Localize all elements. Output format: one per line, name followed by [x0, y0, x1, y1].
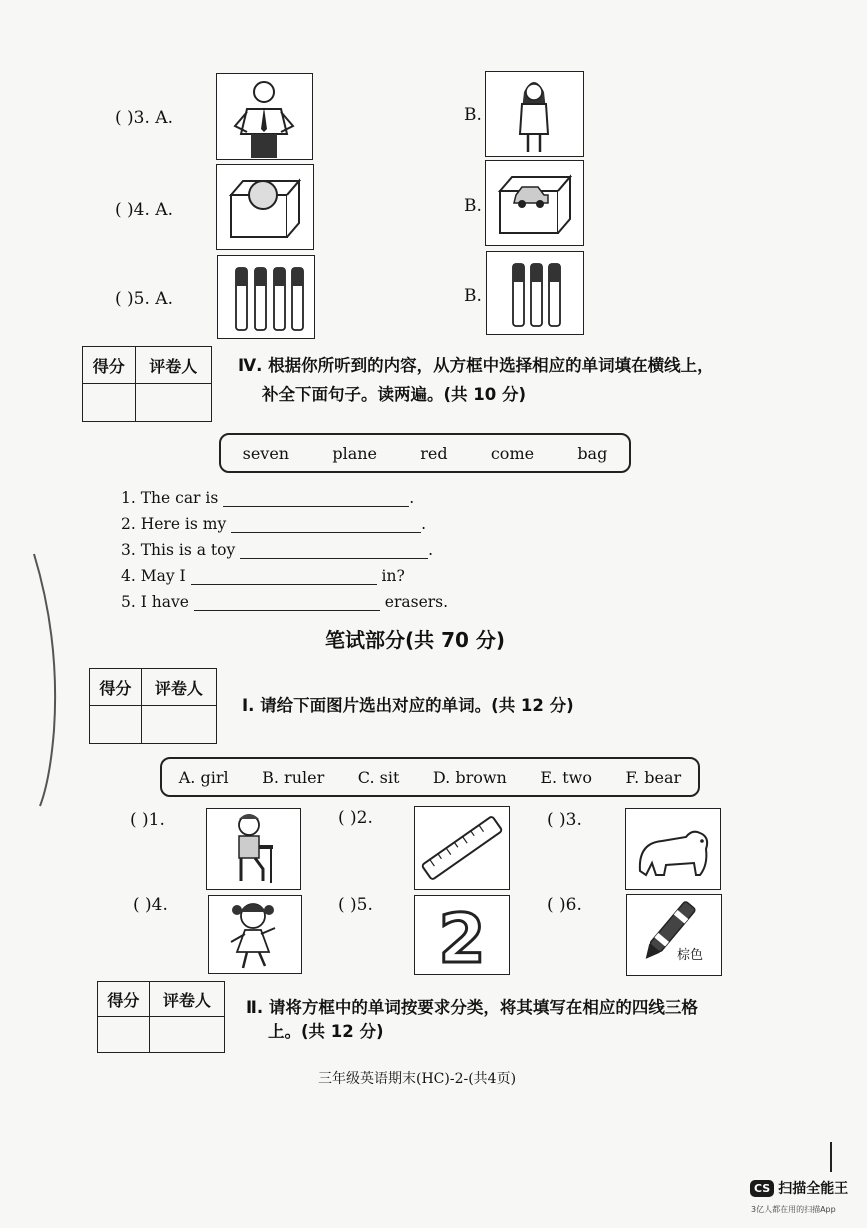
sentence-text: 4. May I — [121, 567, 186, 585]
option-item: A. girl — [178, 767, 229, 787]
crayon-color-label: 棕色 — [677, 948, 704, 963]
option-item: D. brown — [432, 767, 507, 787]
section-4-instruction-line2: 补全下面句子。读两遍。(共 10 分) — [262, 385, 527, 404]
grader-label: 评卷人 — [149, 982, 224, 1017]
section-2-instruction-line1: Ⅱ. 请将方框中的单词按要求分类，将其填写在相应的四线三格 — [246, 998, 698, 1017]
sentence-end: . — [409, 489, 415, 507]
picture-question-6: ( )6. — [547, 895, 582, 915]
word-bank-item: red — [420, 443, 448, 463]
bear-picture — [625, 808, 721, 890]
score-table — [97, 981, 225, 1053]
question-5-label: ( )5. A. — [115, 289, 173, 309]
score-table — [82, 346, 212, 422]
fill-sentence-3 — [121, 541, 433, 559]
word-bank-box — [219, 433, 631, 473]
question-5-option-b: B. — [464, 286, 482, 306]
ball-in-box-picture — [216, 164, 314, 250]
question-4-option-b: B. — [464, 196, 482, 216]
picture-question-5: ( )5. — [338, 895, 373, 915]
grader-label: 评卷人 — [141, 669, 216, 706]
sentence-text: 5. I have — [121, 593, 189, 611]
cs-logo-icon: CS — [750, 1180, 774, 1197]
svg-text:2: 2 — [438, 900, 486, 974]
option-item: C. sit — [357, 767, 400, 787]
sentence-text: 1. The car is — [121, 489, 219, 507]
score-table — [89, 668, 217, 744]
answer-blank[interactable] — [223, 490, 409, 507]
scan-edge-artifact — [20, 550, 60, 810]
sentence-end: in? — [381, 567, 405, 585]
word-bank-item: bag — [577, 443, 608, 463]
score-cell[interactable] — [98, 1017, 150, 1053]
number-two-picture — [414, 895, 510, 975]
word-bank-item: seven — [242, 443, 290, 463]
grader-cell[interactable] — [141, 706, 216, 744]
sentence-text: 3. This is a toy — [121, 541, 236, 559]
grader-label: 评卷人 — [135, 347, 212, 384]
sentence-text: 2. Here is my — [121, 515, 227, 533]
fill-sentence-1 — [121, 489, 414, 507]
picture-question-2: ( )2. — [338, 808, 373, 828]
options-box — [160, 757, 700, 797]
written-part-title: 笔试部分(共 70 分) — [325, 628, 506, 652]
woman-picture — [485, 71, 584, 157]
girl-picture — [208, 895, 302, 974]
option-item: F. bear — [625, 767, 682, 787]
score-label: 得分 — [83, 347, 136, 384]
question-4-label: ( )4. A. — [115, 200, 173, 220]
answer-blank[interactable] — [240, 542, 428, 559]
sentence-end: . — [428, 541, 434, 559]
score-cell[interactable] — [83, 384, 136, 422]
score-label: 得分 — [90, 669, 142, 706]
section-2-instruction-line2: 上。(共 12 分) — [268, 1022, 384, 1041]
boy-sitting-picture — [206, 808, 301, 890]
score-label: 得分 — [98, 982, 150, 1017]
word-bank-item: come — [490, 443, 535, 463]
app-name: 扫描全能王 — [778, 1181, 849, 1197]
page-footer: 三年级英语期末(HC)-2-(共4页) — [318, 1071, 517, 1087]
fill-sentence-5 — [121, 593, 448, 611]
four-markers-picture — [217, 255, 315, 339]
app-watermark — [750, 1178, 848, 1198]
option-item: E. two — [540, 767, 592, 787]
word-bank-item: plane — [332, 443, 378, 463]
picture-question-3: ( )3. — [547, 810, 582, 830]
scan-edge-mark — [830, 1142, 832, 1172]
fill-sentence-2 — [121, 515, 426, 533]
score-cell[interactable] — [90, 706, 142, 744]
sentence-end: . — [421, 515, 427, 533]
picture-question-1: ( )1. — [130, 810, 165, 830]
option-item: B. ruler — [262, 767, 325, 787]
sentence-end: erasers. — [384, 593, 449, 611]
car-in-box-picture — [485, 160, 584, 246]
section-1-instruction: Ⅰ. 请给下面图片选出对应的单词。(共 12 分) — [242, 696, 574, 715]
answer-blank[interactable] — [231, 516, 421, 533]
app-tagline: 3亿人都在用的扫描App — [751, 1205, 836, 1214]
question-3-option-b: B. — [464, 105, 482, 125]
answer-blank[interactable] — [194, 594, 380, 611]
answer-blank[interactable] — [191, 568, 377, 585]
man-picture — [216, 73, 313, 160]
question-3-label: ( )3. A. — [115, 108, 173, 128]
crayon-picture — [626, 894, 722, 976]
fill-sentence-4 — [121, 567, 405, 585]
ruler-picture — [414, 806, 510, 890]
three-markers-picture — [486, 251, 584, 335]
grader-cell[interactable] — [149, 1017, 224, 1053]
picture-question-4: ( )4. — [133, 895, 168, 915]
grader-cell[interactable] — [135, 384, 212, 422]
section-4-instruction-line1: Ⅳ. 根据你所听到的内容，从方框中选择相应的单词填在横线上， — [238, 356, 714, 375]
